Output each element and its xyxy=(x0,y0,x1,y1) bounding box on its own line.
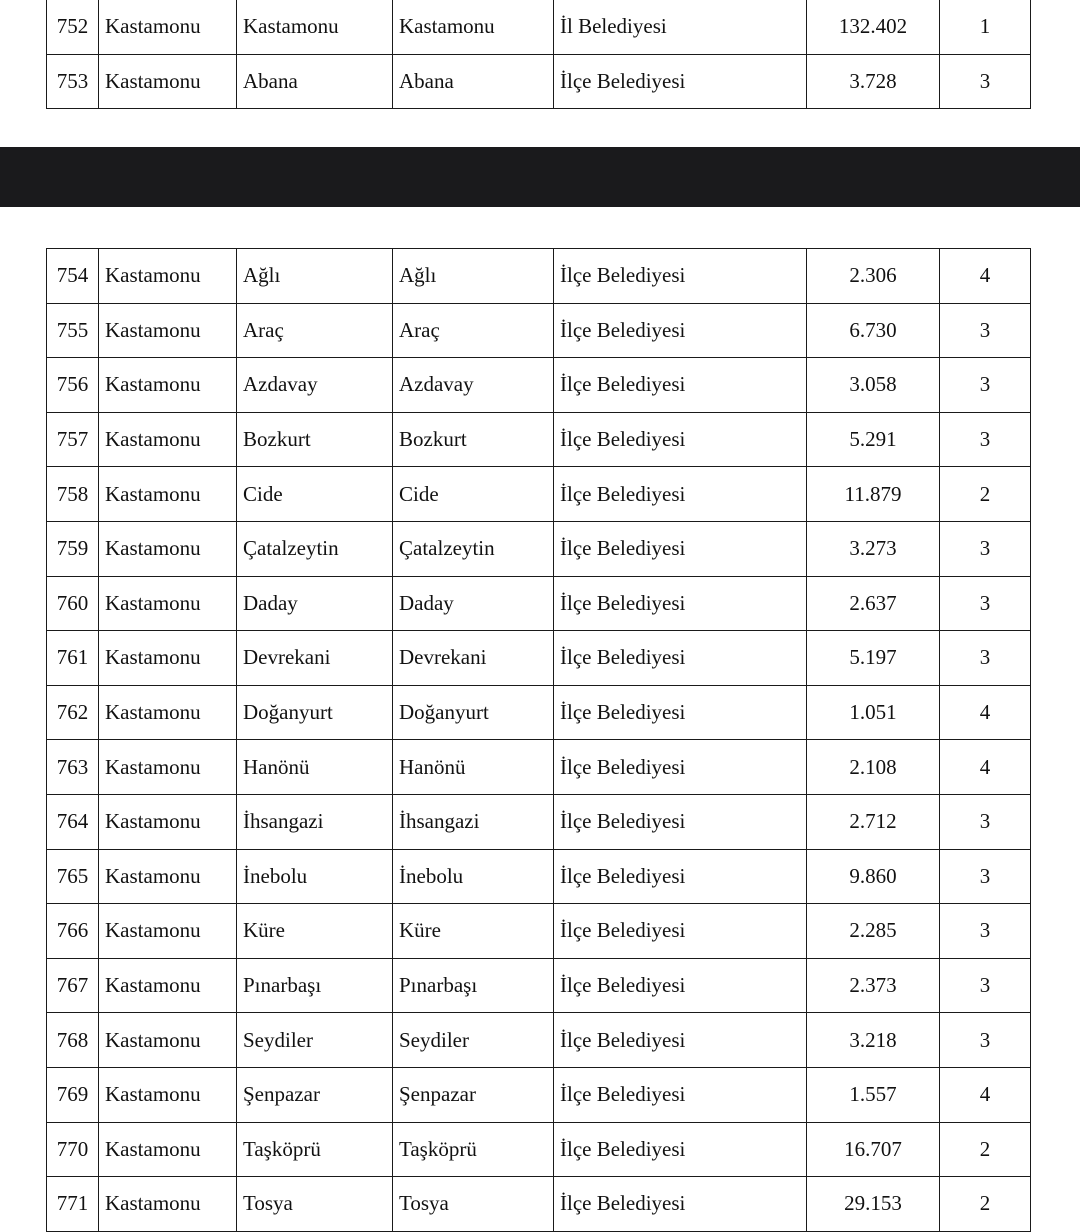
population-cell: 1.557 xyxy=(807,1067,940,1122)
row-number-cell: 756 xyxy=(47,358,99,413)
province-cell: Kastamonu xyxy=(99,849,237,904)
table-row xyxy=(47,576,1031,631)
district-cell: Bozkurt xyxy=(237,412,393,467)
row-number-cell: 754 xyxy=(47,249,99,304)
province-cell: Kastamonu xyxy=(99,631,237,686)
district-cell: Çatalzeytin xyxy=(237,521,393,576)
row-number-cell: 763 xyxy=(47,740,99,795)
table-row xyxy=(47,904,1031,959)
province-cell: Kastamonu xyxy=(99,358,237,413)
group-cell: 4 xyxy=(940,740,1031,795)
row-number-cell: 768 xyxy=(47,1013,99,1068)
municipality-cell: İnebolu xyxy=(393,849,554,904)
table-row xyxy=(47,685,1031,740)
table-row xyxy=(47,521,1031,576)
group-cell: 3 xyxy=(940,904,1031,959)
municipality-cell: Küre xyxy=(393,904,554,959)
municipality-cell: Azdavay xyxy=(393,358,554,413)
population-cell: 2.373 xyxy=(807,958,940,1013)
row-number-cell: 766 xyxy=(47,904,99,959)
district-cell: Abana xyxy=(237,54,393,108)
row-number-cell: 762 xyxy=(47,685,99,740)
population-cell: 16.707 xyxy=(807,1122,940,1177)
group-cell: 2 xyxy=(940,467,1031,522)
group-cell: 3 xyxy=(940,303,1031,358)
municipality-type-cell: İlçe Belediyesi xyxy=(554,358,807,413)
row-number-cell: 759 xyxy=(47,521,99,576)
municipality-type-cell: İlçe Belediyesi xyxy=(554,1013,807,1068)
province-cell: Kastamonu xyxy=(99,1122,237,1177)
municipality-type-cell: İlçe Belediyesi xyxy=(554,576,807,631)
population-cell: 5.291 xyxy=(807,412,940,467)
province-cell: Kastamonu xyxy=(99,958,237,1013)
population-cell: 3.728 xyxy=(807,54,940,108)
row-number-cell: 770 xyxy=(47,1122,99,1177)
row-number-cell: 767 xyxy=(47,958,99,1013)
population-cell: 3.058 xyxy=(807,358,940,413)
group-cell: 3 xyxy=(940,631,1031,686)
table-row xyxy=(47,631,1031,686)
district-cell: Küre xyxy=(237,904,393,959)
province-cell: Kastamonu xyxy=(99,794,237,849)
group-cell: 3 xyxy=(940,1013,1031,1068)
population-cell: 2.712 xyxy=(807,794,940,849)
municipality-cell: Seydiler xyxy=(393,1013,554,1068)
municipality-cell: Taşköprü xyxy=(393,1122,554,1177)
row-number-cell: 771 xyxy=(47,1177,99,1232)
population-cell: 2.108 xyxy=(807,740,940,795)
table-row xyxy=(47,849,1031,904)
municipality-type-cell: İlçe Belediyesi xyxy=(554,521,807,576)
municipality-cell: Hanönü xyxy=(393,740,554,795)
district-cell: Taşköprü xyxy=(237,1122,393,1177)
population-cell: 6.730 xyxy=(807,303,940,358)
group-cell: 3 xyxy=(940,521,1031,576)
row-number-cell: 755 xyxy=(47,303,99,358)
group-cell: 3 xyxy=(940,958,1031,1013)
municipality-cell: Tosya xyxy=(393,1177,554,1232)
population-cell: 1.051 xyxy=(807,685,940,740)
province-cell: Kastamonu xyxy=(99,685,237,740)
province-cell: Kastamonu xyxy=(99,1067,237,1122)
population-cell: 2.285 xyxy=(807,904,940,959)
group-cell: 3 xyxy=(940,576,1031,631)
population-cell: 11.879 xyxy=(807,467,940,522)
row-number-cell: 760 xyxy=(47,576,99,631)
municipality-type-cell: İlçe Belediyesi xyxy=(554,467,807,522)
dark-separator-band xyxy=(0,147,1080,207)
group-cell: 3 xyxy=(940,358,1031,413)
municipality-type-cell: İlçe Belediyesi xyxy=(554,849,807,904)
table-row xyxy=(47,249,1031,304)
province-cell: Kastamonu xyxy=(99,303,237,358)
table-row xyxy=(47,1067,1031,1122)
municipality-table-bottom xyxy=(46,248,1031,1232)
province-cell: Kastamonu xyxy=(99,467,237,522)
row-number-cell: 753 xyxy=(47,54,99,108)
municipality-cell: Devrekani xyxy=(393,631,554,686)
district-cell: Hanönü xyxy=(237,740,393,795)
district-cell: Seydiler xyxy=(237,1013,393,1068)
district-cell: Cide xyxy=(237,467,393,522)
municipality-cell: İhsangazi xyxy=(393,794,554,849)
municipality-cell: Daday xyxy=(393,576,554,631)
district-cell: Daday xyxy=(237,576,393,631)
province-cell: Kastamonu xyxy=(99,904,237,959)
province-cell: Kastamonu xyxy=(99,1013,237,1068)
population-cell: 5.197 xyxy=(807,631,940,686)
municipality-cell: Doğanyurt xyxy=(393,685,554,740)
table-row xyxy=(47,467,1031,522)
table-row xyxy=(47,412,1031,467)
group-cell: 3 xyxy=(940,794,1031,849)
district-cell: Pınarbaşı xyxy=(237,958,393,1013)
group-cell: 3 xyxy=(940,54,1031,108)
municipality-type-cell: İlçe Belediyesi xyxy=(554,685,807,740)
district-cell: İnebolu xyxy=(237,849,393,904)
group-cell: 2 xyxy=(940,1177,1031,1232)
municipality-type-cell: İlçe Belediyesi xyxy=(554,54,807,108)
district-cell: Kastamonu xyxy=(237,0,393,54)
municipality-cell: Bozkurt xyxy=(393,412,554,467)
district-cell: Tosya xyxy=(237,1177,393,1232)
municipality-type-cell: İlçe Belediyesi xyxy=(554,1122,807,1177)
group-cell: 1 xyxy=(940,0,1031,54)
district-cell: Doğanyurt xyxy=(237,685,393,740)
table-row xyxy=(47,54,1031,108)
group-cell: 4 xyxy=(940,1067,1031,1122)
province-cell: Kastamonu xyxy=(99,249,237,304)
district-cell: Araç xyxy=(237,303,393,358)
table-row xyxy=(47,303,1031,358)
province-cell: Kastamonu xyxy=(99,1177,237,1232)
municipality-type-cell: İlçe Belediyesi xyxy=(554,249,807,304)
district-cell: Devrekani xyxy=(237,631,393,686)
municipality-type-cell: İlçe Belediyesi xyxy=(554,1177,807,1232)
table-row xyxy=(47,958,1031,1013)
population-cell: 3.218 xyxy=(807,1013,940,1068)
municipality-cell: Şenpazar xyxy=(393,1067,554,1122)
group-cell: 4 xyxy=(940,249,1031,304)
municipality-cell: Çatalzeytin xyxy=(393,521,554,576)
municipality-type-cell: İlçe Belediyesi xyxy=(554,303,807,358)
group-cell: 3 xyxy=(940,849,1031,904)
group-cell: 4 xyxy=(940,685,1031,740)
table-row xyxy=(47,740,1031,795)
group-cell: 3 xyxy=(940,412,1031,467)
municipality-cell: Araç xyxy=(393,303,554,358)
municipality-cell: Ağlı xyxy=(393,249,554,304)
table-row xyxy=(47,0,1031,54)
district-cell: İhsangazi xyxy=(237,794,393,849)
population-cell: 3.273 xyxy=(807,521,940,576)
table-row xyxy=(47,358,1031,413)
municipality-type-cell: İlçe Belediyesi xyxy=(554,958,807,1013)
municipality-cell: Kastamonu xyxy=(393,0,554,54)
province-cell: Kastamonu xyxy=(99,412,237,467)
group-cell: 2 xyxy=(940,1122,1031,1177)
table-row xyxy=(47,1177,1031,1232)
population-cell: 132.402 xyxy=(807,0,940,54)
municipality-type-cell: İlçe Belediyesi xyxy=(554,904,807,959)
population-cell: 2.306 xyxy=(807,249,940,304)
province-cell: Kastamonu xyxy=(99,0,237,54)
row-number-cell: 757 xyxy=(47,412,99,467)
province-cell: Kastamonu xyxy=(99,740,237,795)
district-cell: Şenpazar xyxy=(237,1067,393,1122)
population-cell: 9.860 xyxy=(807,849,940,904)
row-number-cell: 761 xyxy=(47,631,99,686)
municipality-cell: Pınarbaşı xyxy=(393,958,554,1013)
row-number-cell: 764 xyxy=(47,794,99,849)
district-cell: Azdavay xyxy=(237,358,393,413)
population-cell: 29.153 xyxy=(807,1177,940,1232)
district-cell: Ağlı xyxy=(237,249,393,304)
table-row xyxy=(47,794,1031,849)
row-number-cell: 752 xyxy=(47,0,99,54)
row-number-cell: 765 xyxy=(47,849,99,904)
row-number-cell: 769 xyxy=(47,1067,99,1122)
municipality-cell: Abana xyxy=(393,54,554,108)
row-number-cell: 758 xyxy=(47,467,99,522)
province-cell: Kastamonu xyxy=(99,576,237,631)
table-row xyxy=(47,1122,1031,1177)
population-cell: 2.637 xyxy=(807,576,940,631)
municipality-type-cell: İlçe Belediyesi xyxy=(554,740,807,795)
municipality-type-cell: İlçe Belediyesi xyxy=(554,794,807,849)
province-cell: Kastamonu xyxy=(99,521,237,576)
municipality-type-cell: İlçe Belediyesi xyxy=(554,631,807,686)
municipality-type-cell: İlçe Belediyesi xyxy=(554,1067,807,1122)
table-row xyxy=(47,1013,1031,1068)
province-cell: Kastamonu xyxy=(99,54,237,108)
municipality-table-top xyxy=(46,0,1031,109)
municipality-cell: Cide xyxy=(393,467,554,522)
municipality-type-cell: İlçe Belediyesi xyxy=(554,412,807,467)
municipality-type-cell: İl Belediyesi xyxy=(554,0,807,54)
